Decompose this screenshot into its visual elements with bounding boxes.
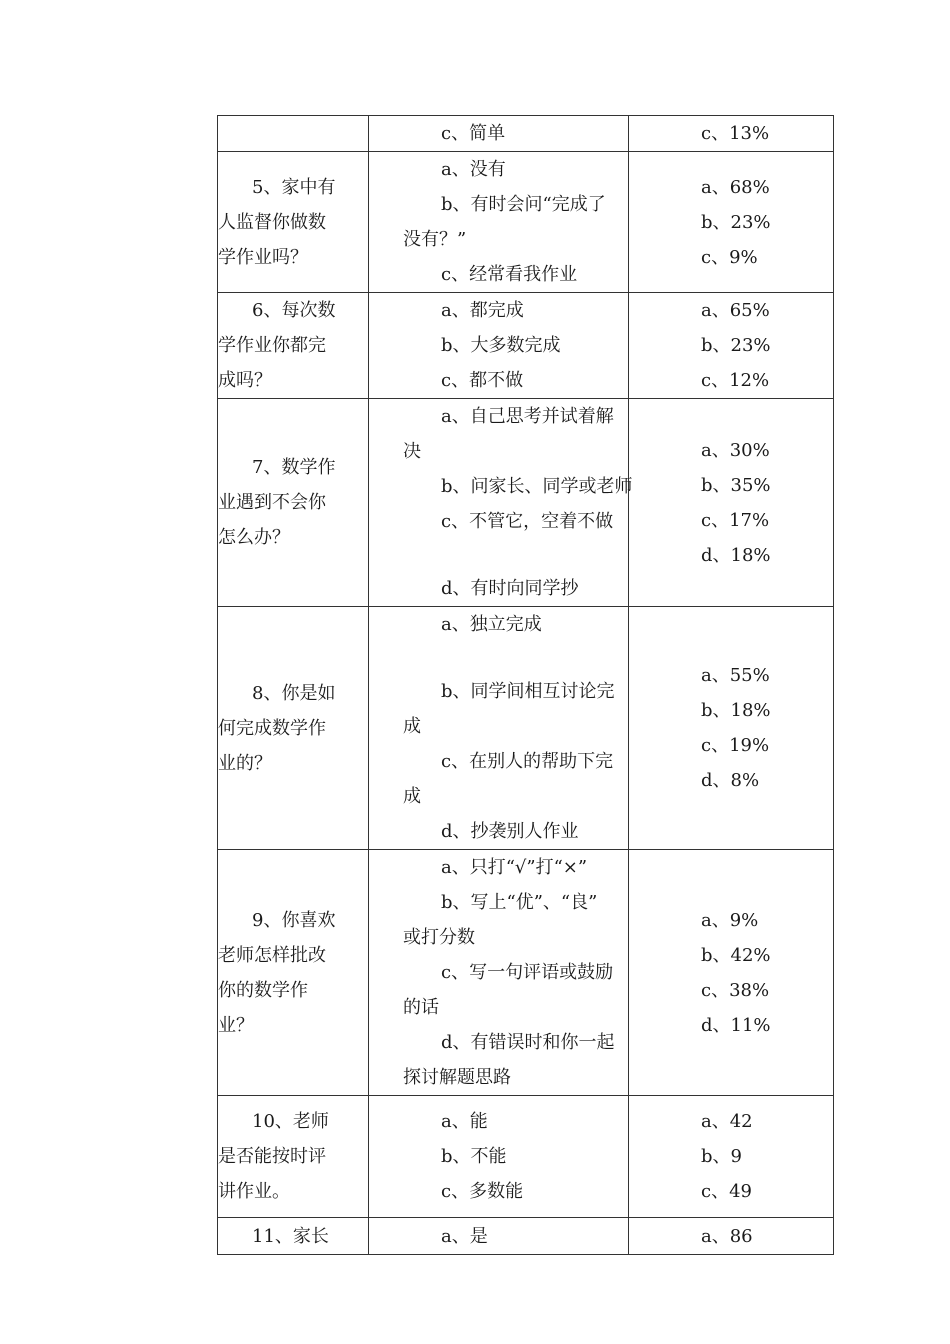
result-text: c、9% bbox=[701, 246, 758, 268]
results-cell bbox=[629, 293, 834, 399]
result-text: a、30% bbox=[701, 439, 770, 461]
result-text: b、9 bbox=[701, 1146, 742, 1167]
option-text: c、简单 bbox=[441, 123, 506, 144]
question-cell bbox=[218, 607, 369, 850]
option-text: d、有时向同学抄 bbox=[441, 578, 579, 599]
result-text: b、42% bbox=[701, 944, 771, 966]
result-text: b、23% bbox=[701, 335, 771, 356]
option-text: a、是 bbox=[441, 1225, 488, 1247]
results-cell bbox=[629, 850, 834, 1096]
question-cell bbox=[218, 1096, 369, 1218]
result-text: b、35% bbox=[701, 474, 771, 496]
option-text: d、抄袭别人作业 bbox=[441, 821, 579, 842]
results-cell bbox=[629, 1218, 834, 1255]
result-text: c、17% bbox=[701, 509, 770, 531]
option-text: a、自己思考并试着解 决 bbox=[403, 406, 614, 462]
result-text: c、19% bbox=[701, 735, 770, 756]
option-text: c、都不做 bbox=[441, 370, 524, 391]
table-row bbox=[218, 1096, 834, 1218]
option-text: c、不管它，空着不做 bbox=[441, 511, 614, 532]
options-cell bbox=[369, 1096, 629, 1218]
question-text: 6、每次数 学作业你都完 成吗？ bbox=[218, 300, 336, 391]
table-row bbox=[218, 116, 834, 152]
option-text: b、同学间相互讨论完 成 bbox=[403, 681, 615, 737]
result-text: d、18% bbox=[701, 544, 771, 566]
question-text: 11、家长 bbox=[252, 1225, 329, 1247]
result-text: b、23% bbox=[701, 211, 771, 233]
table-row bbox=[218, 850, 834, 1096]
option-text: a、只打“√”打“×” bbox=[441, 857, 588, 878]
options-cell bbox=[369, 850, 629, 1096]
spacer bbox=[369, 642, 628, 674]
question-cell bbox=[218, 152, 369, 293]
option-text: a、没有 bbox=[441, 159, 506, 180]
results-cell bbox=[629, 116, 834, 152]
results-cell bbox=[629, 607, 834, 850]
question-text: 9、你喜欢 老师怎样批改 你的数学作 业？ bbox=[218, 909, 336, 1036]
result-text: d、11% bbox=[701, 1014, 771, 1036]
result-text: a、55% bbox=[701, 665, 770, 686]
result-text: d、8% bbox=[701, 770, 760, 791]
option-text: c、写一句评语或鼓励 的话 bbox=[403, 962, 614, 1018]
result-text: c、13% bbox=[701, 123, 770, 144]
results-cell bbox=[629, 399, 834, 607]
options-cell bbox=[369, 1218, 629, 1255]
table-row bbox=[218, 607, 834, 850]
option-text: c、多数能 bbox=[441, 1181, 524, 1202]
option-text: a、能 bbox=[441, 1111, 488, 1132]
question-text: 10、老师 是否能按时评 讲作业。 bbox=[218, 1111, 329, 1202]
options-cell bbox=[369, 152, 629, 293]
option-text: b、写上“优”、“良” 或打分数 bbox=[403, 892, 598, 948]
option-text: b、大多数完成 bbox=[441, 335, 561, 356]
result-text: c、12% bbox=[701, 370, 770, 391]
question-text: 8、你是如 何完成数学作 业的？ bbox=[218, 682, 336, 774]
result-text: a、9% bbox=[701, 909, 759, 931]
options-cell bbox=[369, 399, 633, 607]
question-text: 7、数学作 业遇到不会你 怎么办？ bbox=[218, 457, 336, 548]
question-cell bbox=[218, 399, 369, 607]
spacer bbox=[369, 539, 628, 571]
result-text: a、42 bbox=[701, 1111, 753, 1132]
table-row bbox=[218, 152, 834, 293]
results-cell bbox=[629, 1096, 834, 1218]
results-cell bbox=[629, 152, 834, 293]
question-cell bbox=[218, 850, 369, 1096]
result-text: a、68% bbox=[701, 176, 770, 198]
question-cell bbox=[218, 116, 369, 152]
option-text: b、问家长、同学或老师 bbox=[441, 476, 633, 497]
option-text: c、在别人的帮助下完 成 bbox=[403, 751, 614, 807]
options-cell bbox=[369, 607, 629, 850]
option-text: b、有时会问“完成了 没有？” bbox=[403, 194, 606, 250]
result-text: c、38% bbox=[701, 979, 770, 1001]
table-row bbox=[218, 293, 834, 399]
option-text: d、有错误时和你一起 探讨解题思路 bbox=[403, 1032, 615, 1088]
table-row bbox=[218, 399, 834, 607]
option-text: a、独立完成 bbox=[441, 614, 542, 635]
result-text: b、18% bbox=[701, 700, 771, 721]
options-cell bbox=[369, 116, 629, 152]
option-text: b、不能 bbox=[441, 1146, 507, 1167]
result-text: a、65% bbox=[701, 300, 770, 321]
question-cell bbox=[218, 293, 369, 399]
option-text: a、都完成 bbox=[441, 300, 524, 321]
question-cell bbox=[218, 1218, 369, 1255]
result-text: c、49 bbox=[701, 1181, 752, 1202]
result-text: a、86 bbox=[701, 1225, 753, 1247]
table-row bbox=[218, 1218, 834, 1255]
question-text: 5、家中有 人监督你做数 学作业吗？ bbox=[218, 176, 336, 268]
survey-table bbox=[217, 115, 834, 1255]
option-text: c、经常看我作业 bbox=[441, 264, 578, 285]
options-cell bbox=[369, 293, 629, 399]
